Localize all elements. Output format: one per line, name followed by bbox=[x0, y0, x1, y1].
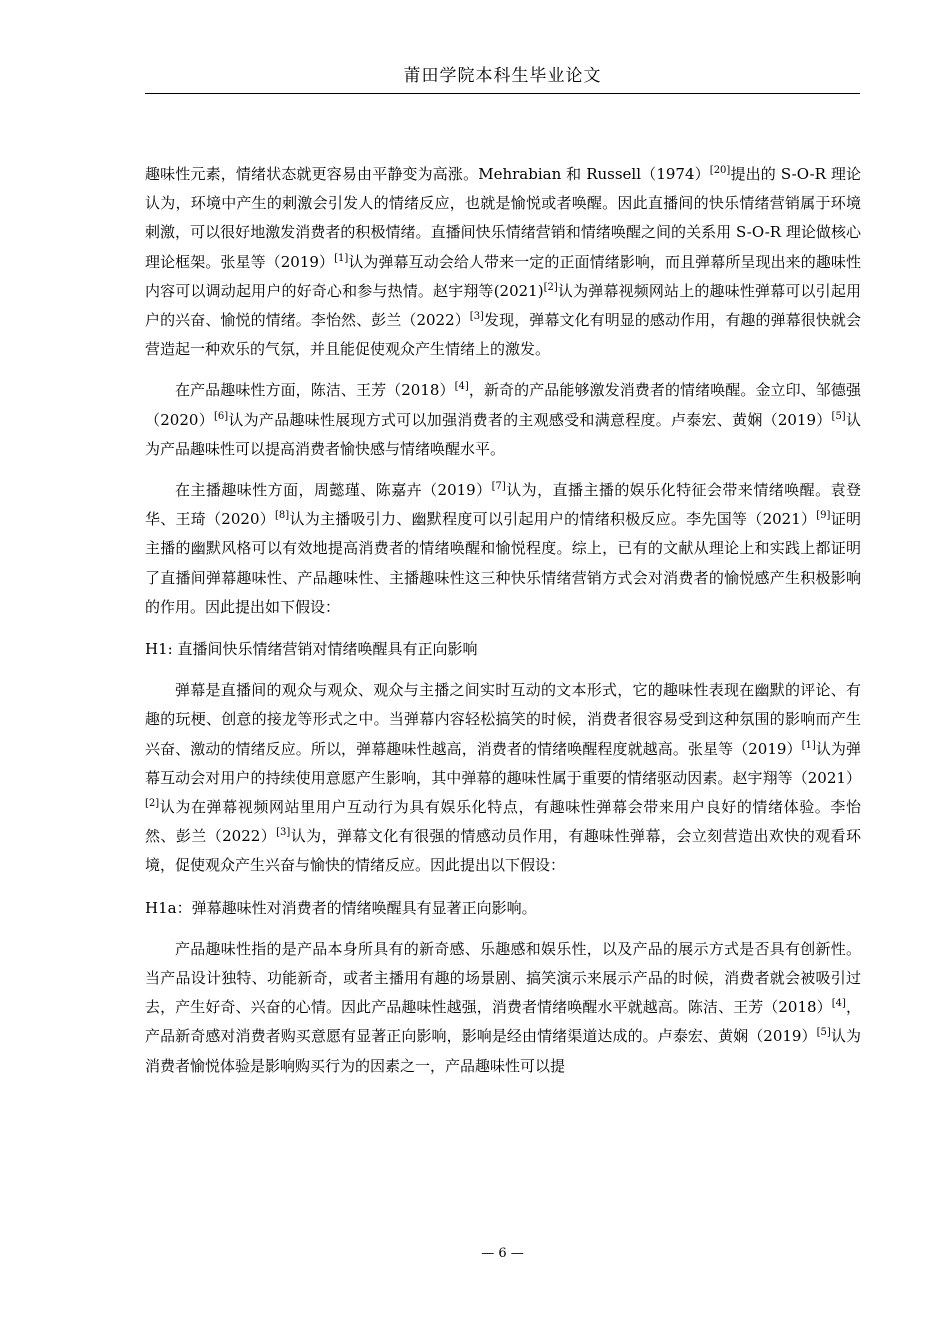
hypothesis-h1: H1: 直播间快乐情绪营销对情绪唤醒具有正向影响 bbox=[145, 640, 478, 659]
citation-marker: [4] bbox=[831, 998, 846, 1010]
citation-marker: [8] bbox=[275, 510, 290, 522]
running-header: 莆田学院本科生毕业论文 bbox=[403, 66, 602, 86]
paragraph-bullet-comments: 弹幕是直播间的观众与观众、观众与主播之间实时互动的文本形式，它的趣味性表现在幽默的评论、有趣的玩梗、创意的接龙等形式之中。当弹幕内容轻松搞笑的时候，消费者很容易受到这种氛围的影响而产生兴奋、激动的情绪反应。所以，弹幕趣味性越高，消费者的情绪唤醒程度就越高。张星等（2019）[1]认为弹幕互动会对用户的持续使用意愿产生影响，其中弹幕的趣味性属于重要的情绪驱动因素。赵宇翔等（2021）[2]认为在弹幕视频网站里用户互动行为具有娱乐化特点，有趣味性弹幕会带来用户良好的情绪体验。李怡然、彭兰（2022）[3]认为，弹幕文化有很强的情感动员作用，有趣味性弹幕，会立刻营造出欢快的观看环境，促使观众产生兴奋与愉快的情绪反应。因此提出以下假设： bbox=[145, 681, 861, 875]
citation-marker: [20] bbox=[709, 165, 731, 176]
citation-marker: [2] bbox=[543, 281, 558, 293]
citation-marker: [2] bbox=[145, 798, 160, 810]
citation-marker: [5] bbox=[831, 410, 846, 422]
citation-marker: [3] bbox=[276, 827, 291, 839]
citation-marker: [5] bbox=[816, 1027, 831, 1039]
paragraph-anchor-interest: 在主播趣味性方面，周懿瑾、陈嘉卉（2019）[7]认为，直播主播的娱乐化特征会带来情绪唤醒。袁登华、王琦（2020）[8]认为主播吸引力、幽默程度可以引起用户的情绪积极反应。李先国等（2021）[9]证明主播的幽默风格可以有效地提高消费者的情绪唤醒和愉悦程度。综上，已有的文献从理论上和实践上都证明了直播间弹幕趣味性、产品趣味性、主播趣味性这三种快乐情绪营销方式会对消费者的愉悦感产生积极影响的作用。因此提出如下假设： bbox=[145, 481, 861, 616]
hypothesis-h1a: H1a：弹幕趣味性对消费者的情绪唤醒具有显著正向影响。 bbox=[145, 898, 537, 917]
paragraph-product-interest: 在产品趣味性方面，陈洁、王芳（2018）[4]，新奇的产品能够激发消费者的情绪唤醒。金立印、邹德强（2020）[6]认为产品趣味性展现方式可以加强消费者的主观感受和满意程度。卢泰宏、黄娴（2019）[5]认为产品趣味性可以提高消费者愉快感与情绪唤醒水平。 bbox=[145, 381, 861, 458]
citation-marker: [1] bbox=[801, 739, 816, 751]
paragraph-product-novelty: 产品趣味性指的是产品本身所具有的新奇感、乐趣感和娱乐性，以及产品的展示方式是否具有创新性。当产品设计独特、功能新奇，或者主播用有趣的场景剧、搞笑演示来展示产品的时候，消费者就会被吸引过去，产生好奇、兴奋的心情。因此产品趣味性越强，消费者情绪唤醒水平就越高。陈洁、王芳（2018）[4]，产品新奇感对消费者购买意愿有显著正向影响，影响是经由情绪渠道达成的。卢泰宏、黄娴（2019）[5]认为消费者愉悦体验是影响购买行为的因素之一，产品趣味性可以提 bbox=[145, 939, 861, 1075]
body-text bbox=[145, 160, 861, 1081]
header-divider bbox=[145, 93, 860, 94]
citation-marker: [6] bbox=[213, 410, 229, 422]
citation-marker: [1] bbox=[334, 252, 349, 264]
citation-marker: [9] bbox=[816, 510, 831, 522]
page-number: — 6 — bbox=[481, 1246, 524, 1261]
paragraph-continued: 趣味性元素，情绪状态就更容易由平静变为高涨。Mehrabian 和 Russell（1974）[20]提出的 S-O-R 理论认为，环境中产生的刺激会引发人的情绪反应，也就是愉悦或者唤醒。因此直播间的快乐情绪营销属于环境刺激，可以很好地激发消费者的积极情绪。直播间快乐情绪营销和情绪唤醒之间的关系用 S-O-R 理论做核心理论框架。张星等（2019）[1]认为弹幕互动会给人带来一定的正面情绪影响，而且弹幕所呈现出来的趣味性内容可以调动起用户的好奇心和参与热情。赵宇翔等(2021)[2]认为弹幕视频网站上的趣味性弹幕可以引起用户的兴奋、愉悦的情绪。李怡然、彭兰（2022）[3]发现，弹幕文化有明显的感动作用，有趣的弹幕很快就会营造起一种欢乐的气氛，并且能促使观众产生情绪上的激发。 bbox=[145, 165, 861, 359]
citation-marker: [7] bbox=[491, 481, 506, 493]
citation-marker: [3] bbox=[469, 311, 484, 323]
citation-marker: [4] bbox=[454, 381, 469, 393]
